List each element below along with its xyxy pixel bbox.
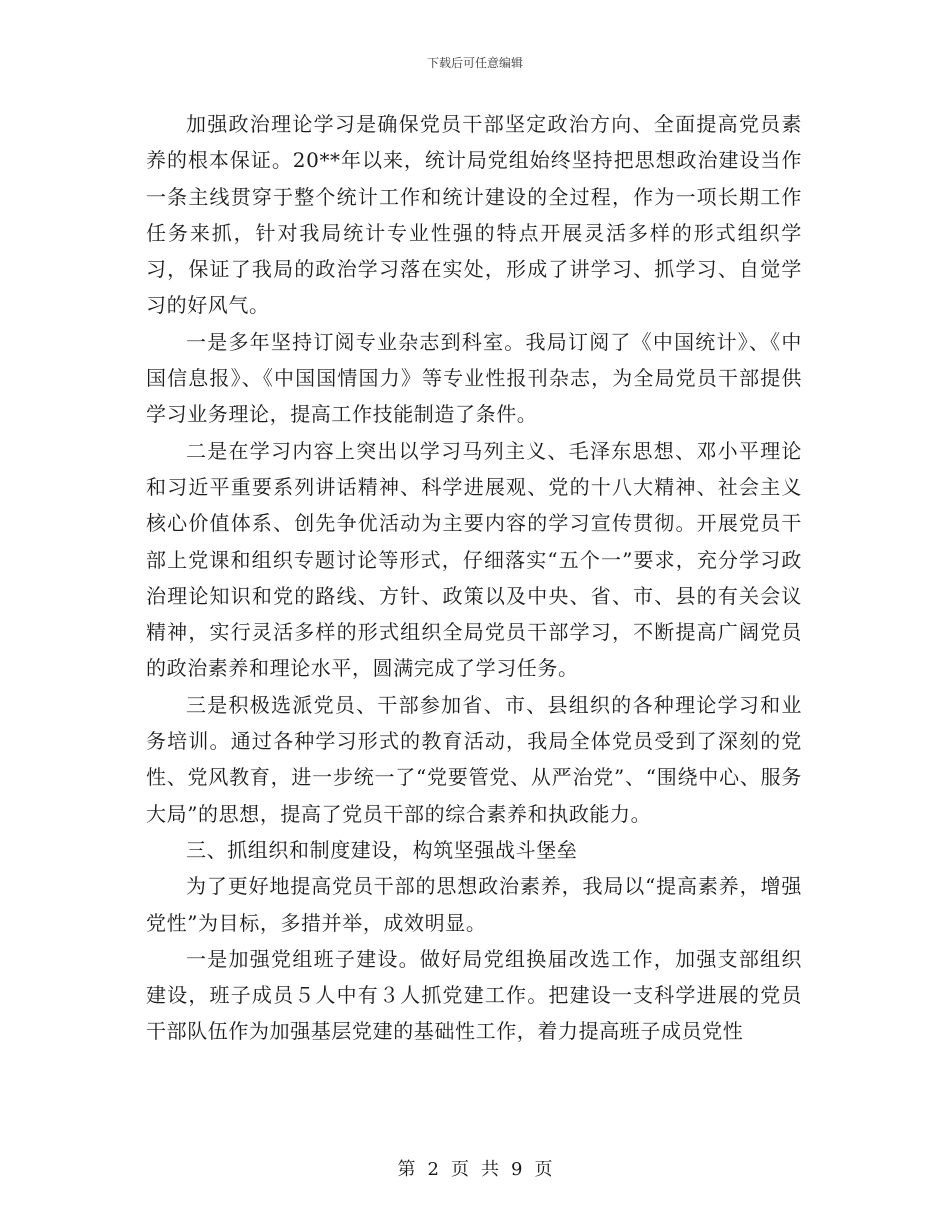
paragraph: 一是多年坚持订阅专业杂志到科室。我局订阅了《中国统计》、《中国信息报》、《中国国情国力》等专业性报刊杂志，为全局党员干部提供学习业务理论，提高工作技能制造了条件。	[146, 329, 802, 427]
footer-total-word: 共	[481, 1159, 499, 1180]
paragraph: 二是在学习内容上突出以学习马列主义、毛泽东思想、邓小平理论和习近平重要系列讲话精神、科学进展观、党的十八大精神、社会主义核心价值体系、创先争优活动为主要内容的学习宣传贯彻。开展党员干部上党课和组织专题讨论等形式，仔细落实“五个一”要求，充分学习政治理论知识和党的路线、方针、政策以及中央、省、市、县的有关会议精神，实行灵活多样的形式组织全局党员干部学习，不断提高广阔党员的政治素养和理论水平，圆满完成了学习任务。	[146, 438, 802, 681]
footer-suffix: 页	[534, 1159, 553, 1180]
section-heading: 三、抓组织和制度建设，构筑坚强战斗堡垒	[186, 837, 578, 862]
paragraph: 三是积极选派党员、干部参加省、市、县组织的各种理论学习和业务培训。通过各种学习形式的教育活动，我局全体党员受到了深刻的党性、党风教育，进一步统一了“党要管党、从严治党”、“围绕中心、服务大局”的思想，提高了党员干部的综合素养和执政能力。	[146, 692, 802, 826]
footer-page-word: 页	[451, 1159, 469, 1180]
document-body	[146, 106, 802, 1050]
paragraph: 加强政治理论学习是确保党员干部坚定政治方向、全面提高党员素养的根本保证。20**年以来，统计局党组始终坚持把思想政治建设当作一条主线贯穿于整个统计工作和统计建设的全过程，作为一项长期工作任务来抓，针对我局统计专业性强的特点开展灵活多样的形式组织学习，保证了我局的政治学习落在实处，形成了讲学习、抓学习、自觉学习的好风气。	[146, 112, 802, 318]
total-pages-number: 9	[511, 1159, 523, 1180]
page-number-footer	[0, 1155, 950, 1181]
page-header-note: 下载后可任意编辑	[426, 56, 523, 70]
footer-prefix: 第	[397, 1159, 416, 1180]
current-page-number: 2	[427, 1159, 439, 1180]
paragraph: 一是加强党组班子建设。做好局党组换届改选工作，加强支部组织建设，班子成员５人中有３人抓党建工作。把建设一支科学进展的党员干部队伍作为加强基层党建的基础性工作，着力提高班子成员党性	[146, 946, 802, 1044]
paragraph: 为了更好地提高党员干部的思想政治素养，我局以“提高素养，增强党性”为目标，多措并举，成效明显。	[146, 874, 802, 935]
